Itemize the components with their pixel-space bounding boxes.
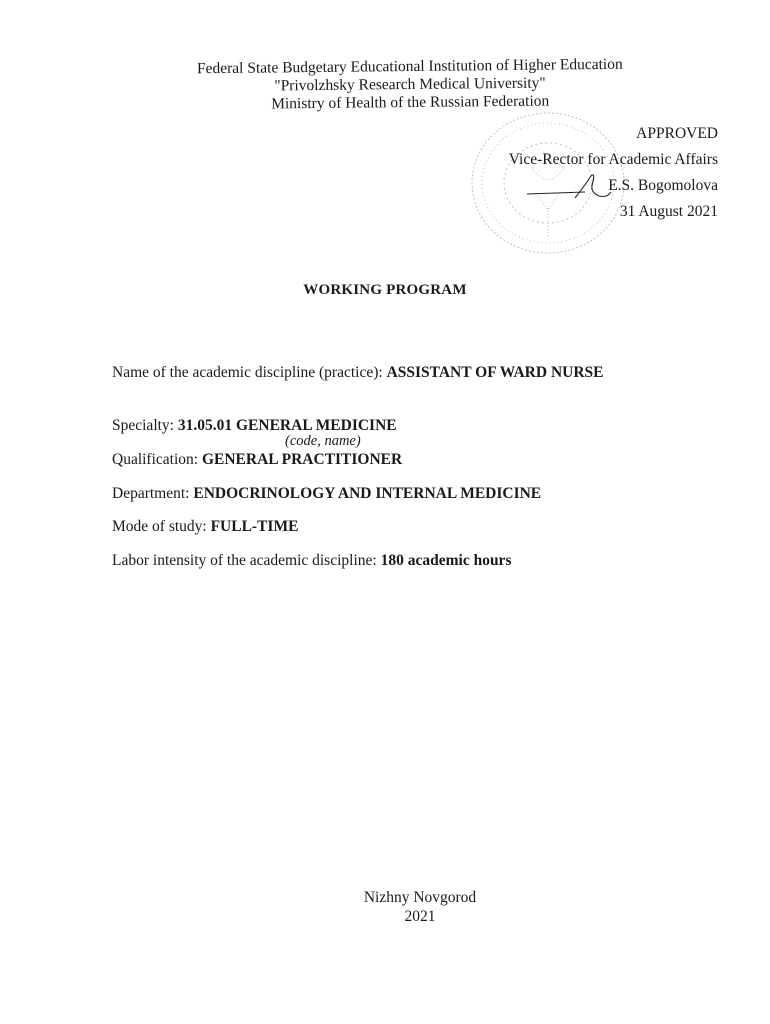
discipline-field (112, 364, 603, 382)
footer (340, 888, 500, 926)
discipline-value: ASSISTANT OF WARD NURSE (386, 364, 604, 381)
header-line-3: Ministry of Health of the Russian Federation (271, 92, 550, 113)
specialty-note: (code, name) (285, 433, 361, 449)
approval-name: E.S. Bogomolova (608, 177, 718, 194)
specialty-label: Specialty: (112, 417, 178, 434)
qualification-field (112, 451, 402, 469)
mode-label: Mode of study: (112, 518, 211, 535)
institution-header (150, 55, 671, 114)
header-line-2: "Privolzhsky Research Medical University" (274, 74, 546, 95)
footer-city: Nizhny Novgorod (363, 889, 477, 906)
mode-value: FULL-TIME (210, 518, 299, 535)
approval-status: APPROVED (636, 125, 718, 142)
department-value: ENDOCRINOLOGY AND INTERNAL MEDICINE (193, 485, 542, 502)
mode-field (112, 518, 298, 536)
footer-year: 2021 (404, 908, 436, 925)
approval-date: 31 August 2021 (619, 203, 718, 220)
department-field (112, 485, 541, 503)
specialty-value: 31.05.01 GENERAL MEDICINE (177, 417, 397, 434)
labor-value: 180 academic hours (380, 552, 512, 569)
qualification-value: GENERAL PRACTITIONER (201, 451, 403, 468)
department-label: Department: (112, 485, 194, 502)
qualification-label: Qualification: (112, 451, 202, 468)
document-title: WORKING PROGRAM (303, 282, 467, 298)
approval-block (509, 121, 718, 225)
header-line-1: Federal State Budgetary Educational Institution of Higher Education (196, 55, 623, 78)
labor-label: Labor intensity of the academic discipline: (112, 552, 381, 569)
approval-position: Vice-Rector for Academic Affairs (508, 151, 718, 168)
labor-field (112, 552, 511, 570)
discipline-label: Name of the academic discipline (practice): (112, 364, 387, 381)
